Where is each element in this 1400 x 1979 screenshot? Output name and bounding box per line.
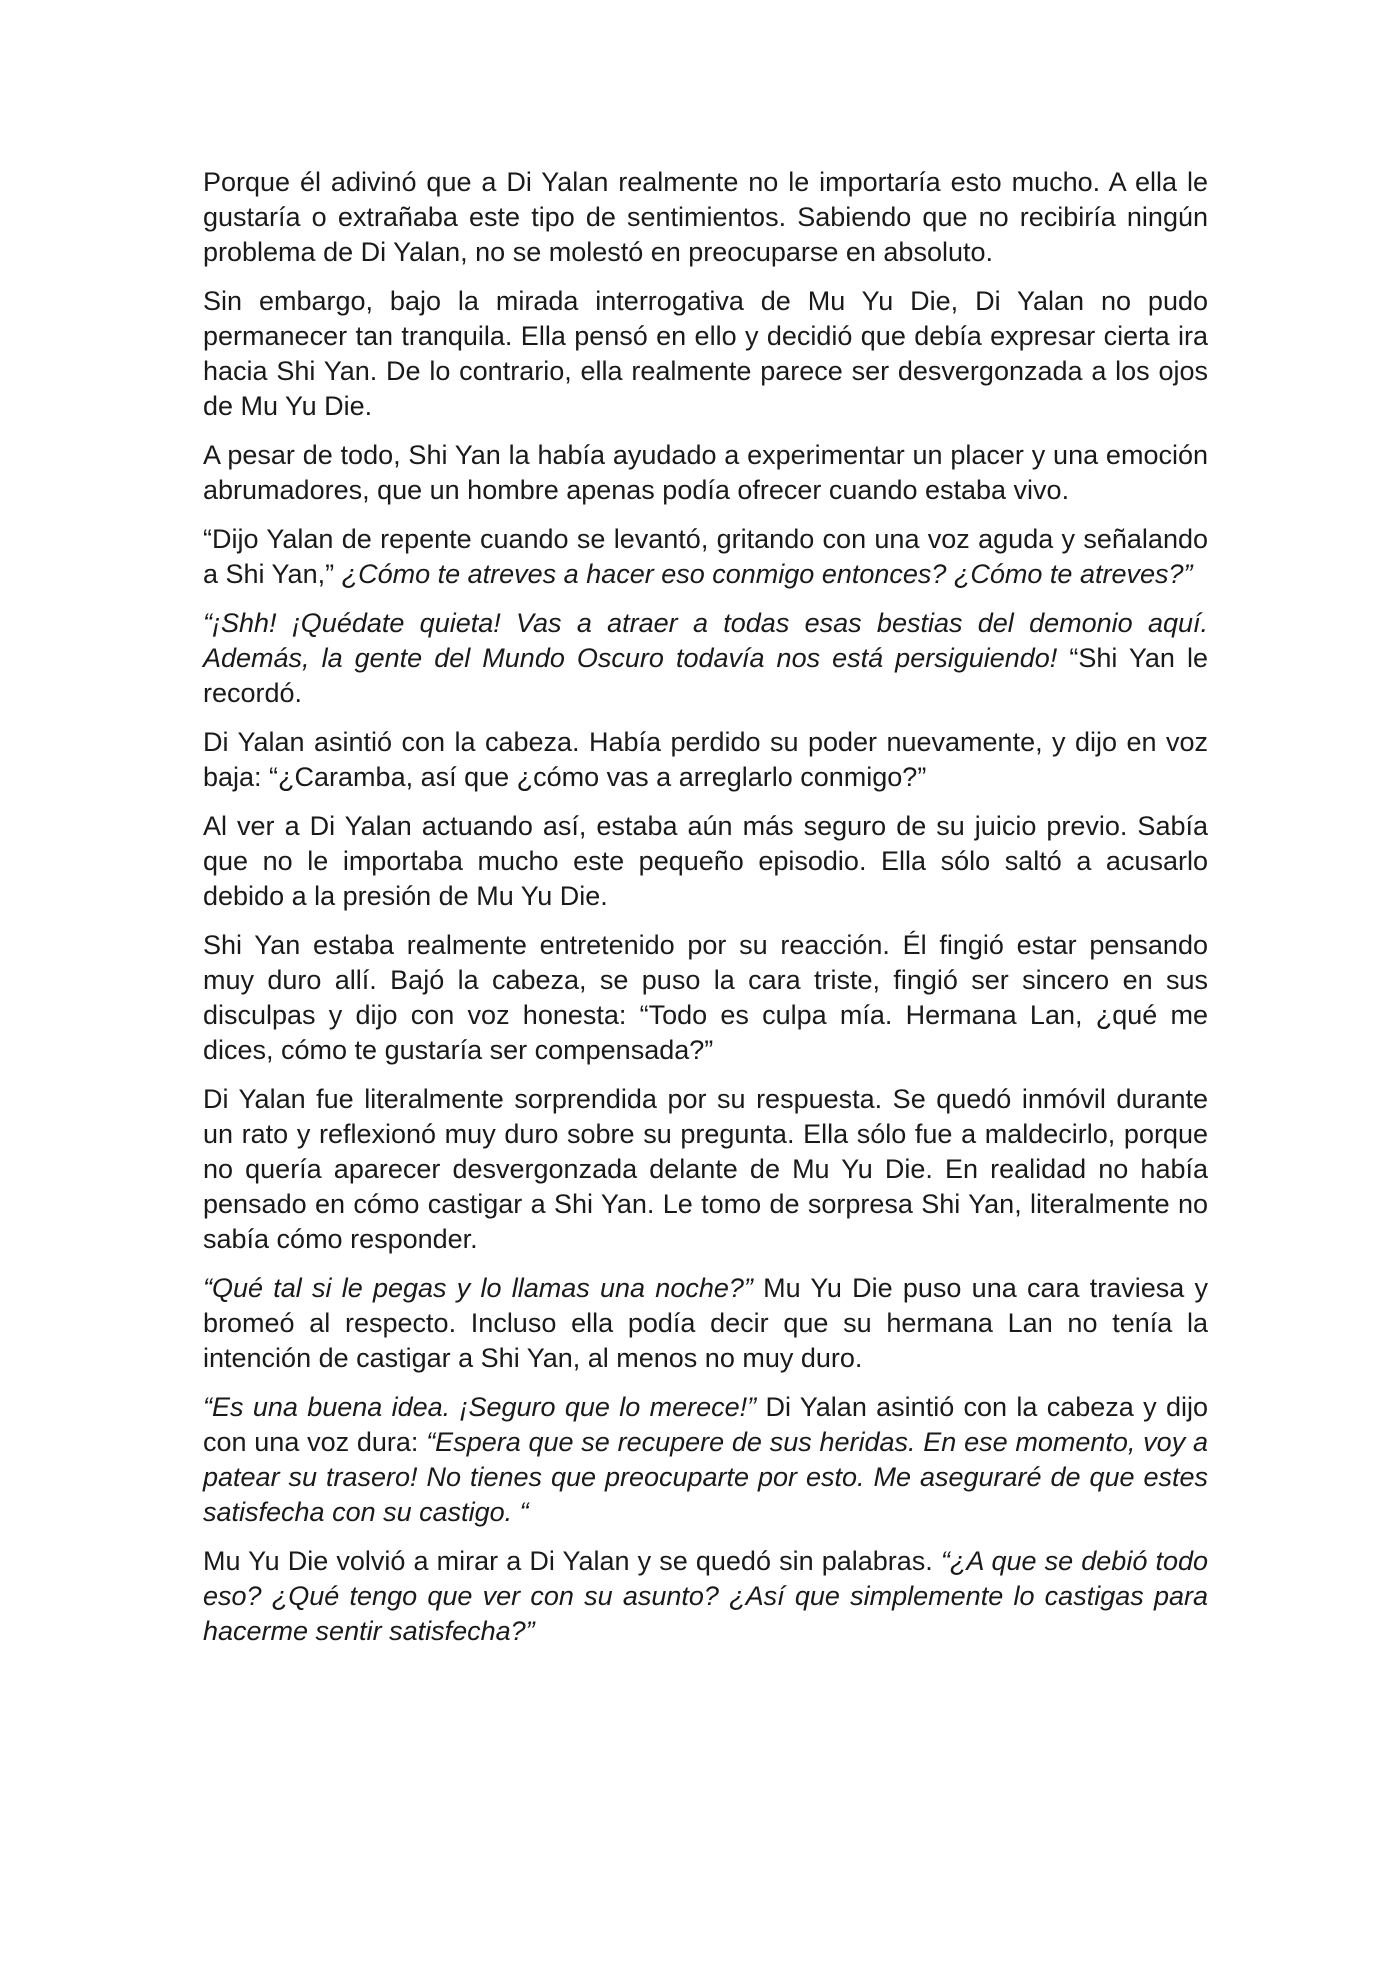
text-run: Mu Yu Die puso una cara traviesa y bromeó al respecto. Incluso ella podía decir que su hermana Lan no tenía la intención de castigar a Shi Yan, al menos no muy duro. <box>203 1273 1208 1373</box>
paragraph-1 <box>203 165 1208 270</box>
paragraph-3 <box>203 438 1208 508</box>
paragraph-6 <box>203 725 1208 795</box>
text-run: “Shi Yan le recordó. <box>203 643 1208 708</box>
text-run: A pesar de todo, Shi Yan la había ayudado a experimentar un placer y una emoción abrumadores, que un hombre apenas podía ofrecer cuando estaba vivo. <box>203 440 1208 505</box>
italic-text-run: “¿A que se debió todo eso? ¿Qué tengo que ver con su asunto? ¿Así que simplemente lo castigas para hacerme sentir satisfecha?” <box>203 1546 1208 1646</box>
italic-text-run: “Espera que se recupere de sus heridas. En ese momento, voy a patear su trasero! No tienes que preocuparte por esto. Me aseguraré de que estes satisfecha con su castigo. “ <box>203 1427 1208 1527</box>
italic-text-run: “Qué tal si le pegas y lo llamas una noche?” <box>203 1273 753 1303</box>
italic-text-run: “¡Shh! ¡Quédate quieta! Vas a atraer a todas esas bestias del demonio aquí. Además, la gente del Mundo Oscuro todavía nos está persiguiendo! <box>203 608 1208 673</box>
text-run: Porque él adivinó que a Di Yalan realmente no le importaría esto mucho. A ella le gustaría o extrañaba este tipo de sentimientos. Sabiendo que no recibiría ningún problema de Di Yalan, no se molestó en preocuparse en absoluto. <box>203 167 1208 267</box>
text-run: Shi Yan estaba realmente entretenido por su reacción. Él fingió estar pensando muy duro allí. Bajó la cabeza, se puso la cara triste, fingió ser sincero en sus disculpas y dijo con voz honesta: “Todo es culpa mía. Hermana Lan, ¿qué me dices, cómo te gustaría ser compensada?” <box>203 930 1208 1065</box>
text-run: Sin embargo, bajo la mirada interrogativa de Mu Yu Die, Di Yalan no pudo permanecer tan tranquila. Ella pensó en ello y decidió que debía expresar cierta ira hacia Shi Yan. De lo contrario, ella realmente parece ser desvergonzada a los ojos de Mu Yu Die. <box>203 286 1208 421</box>
paragraph-10 <box>203 1271 1208 1376</box>
paragraph-12 <box>203 1544 1208 1649</box>
text-run: Di Yalan asintió con la cabeza y dijo con una voz dura: <box>203 1392 1208 1457</box>
text-run: Al ver a Di Yalan actuando así, estaba aún más seguro de su juicio previo. Sabía que no le importaba mucho este pequeño episodio. Ella sólo saltó a acusarlo debido a la presión de Mu Yu Die. <box>203 811 1208 911</box>
text-run: Di Yalan asintió con la cabeza. Había perdido su poder nuevamente, y dijo en voz baja: “¿Caramba, así que ¿cómo vas a arreglarlo conmigo?” <box>203 727 1208 792</box>
italic-text-run: “Es una buena idea. ¡Seguro que lo merece!” <box>203 1392 757 1422</box>
paragraph-2 <box>203 284 1208 424</box>
paragraph-5 <box>203 606 1208 711</box>
text-run: Mu Yu Die volvió a mirar a Di Yalan y se quedó sin palabras. <box>203 1546 941 1576</box>
paragraph-11 <box>203 1390 1208 1530</box>
paragraph-9 <box>203 1082 1208 1257</box>
document-body <box>203 165 1208 1663</box>
paragraph-7 <box>203 809 1208 914</box>
text-run: Di Yalan fue literalmente sorprendida por su respuesta. Se quedó inmóvil durante un rato y reflexionó muy duro sobre su pregunta. Ella sólo fue a maldecirlo, porque no quería aparecer desvergonzada delante de Mu Yu Die. En realidad no había pensado en cómo castigar a Shi Yan. Le tomo de sorpresa Shi Yan, literalmente no sabía cómo responder. <box>203 1084 1208 1254</box>
text-run: “Dijo Yalan de repente cuando se levantó, gritando con una voz aguda y señalando a Shi Yan,” <box>203 524 1208 589</box>
italic-text-run: ¿Cómo te atreves a hacer eso conmigo entonces? ¿Cómo te atreves?” <box>341 559 1193 589</box>
paragraph-8 <box>203 928 1208 1068</box>
paragraph-4 <box>203 522 1208 592</box>
